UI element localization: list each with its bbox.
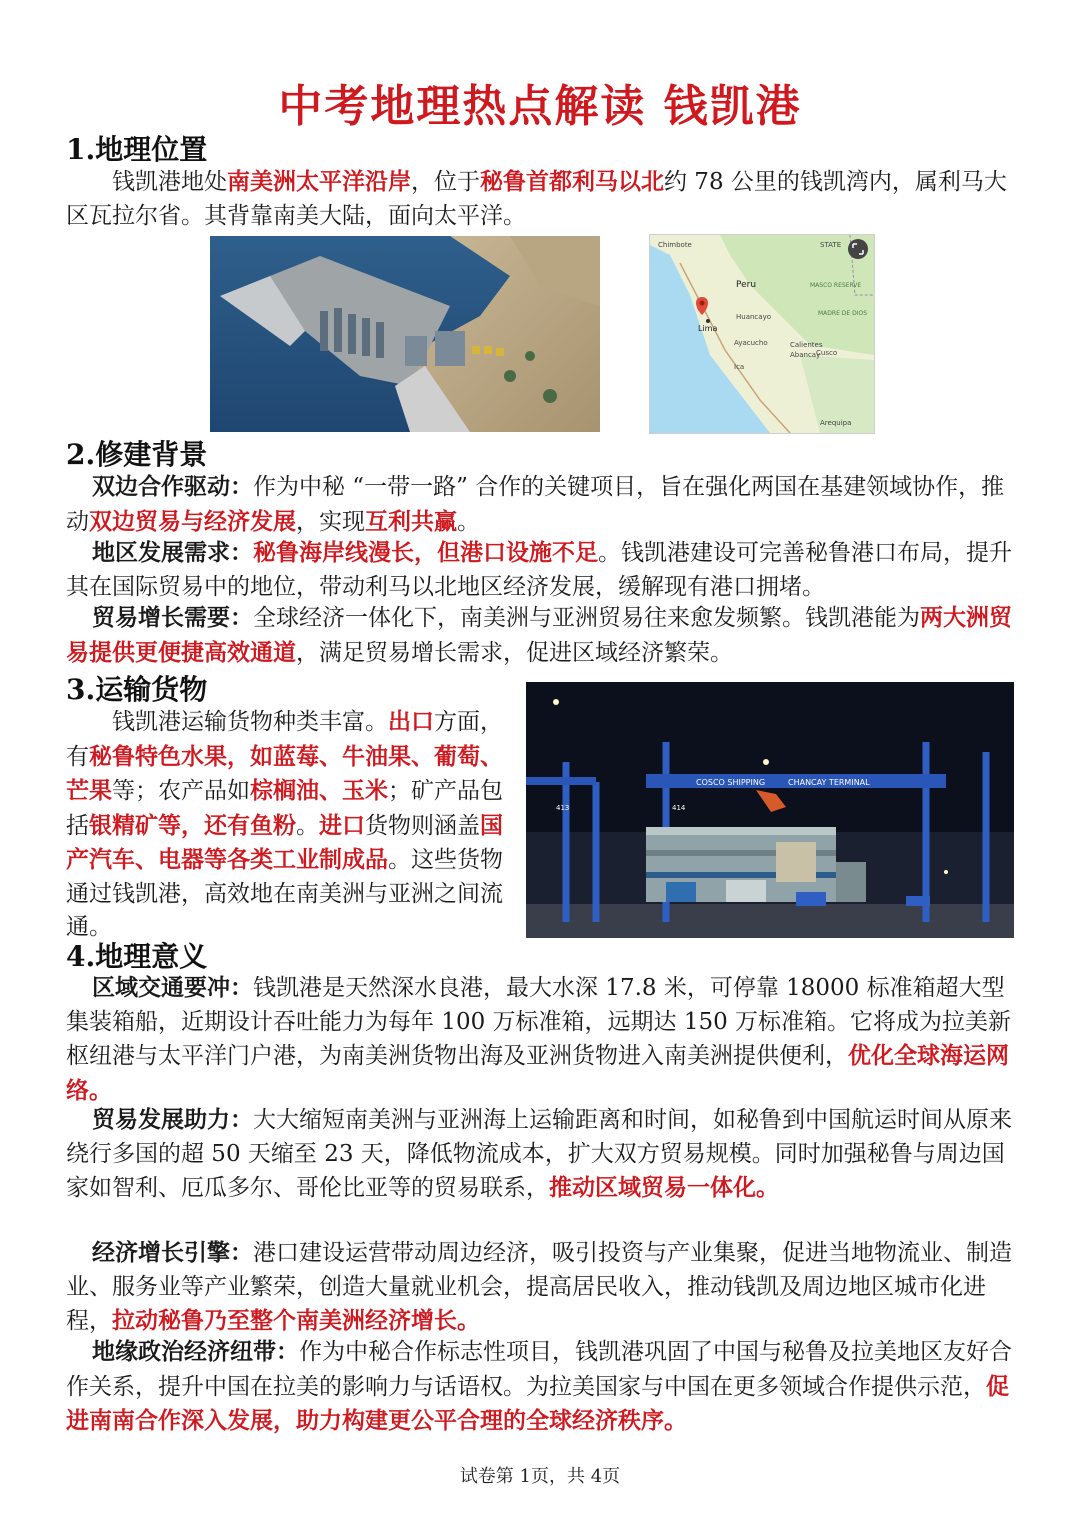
text-run: ，位于	[411, 169, 480, 195]
highlight: 促进南南合作深入发展，助力构建更公平合理的全球经济秩序。	[66, 1372, 1009, 1434]
highlight: 秘鲁特色水果，如蓝莓、牛油果、葡萄、芒果	[66, 742, 503, 804]
highlight: 出口	[388, 708, 434, 735]
section-4-paragraph-1	[66, 971, 1014, 1108]
highlight: 双边贸易与经济发展	[89, 507, 296, 535]
lead-term: 区域交通要冲：	[92, 974, 253, 1001]
text-run: ，满足贸易增长需求，促进区域经济繁荣。	[296, 639, 733, 666]
map-label: Ica	[734, 363, 745, 371]
highlight: 南美洲太平洋沿岸	[227, 168, 411, 195]
map-label: Calientes	[790, 341, 823, 349]
peru-map	[649, 234, 875, 434]
text-run: 钱凯港运输货物种类丰富。	[66, 709, 388, 735]
section-2-heading: 2.修建背景	[66, 438, 208, 471]
section-4-paragraph-3	[66, 1236, 1014, 1339]
text-run: 方面，有	[66, 709, 503, 770]
section-2-paragraph-3	[66, 601, 1014, 670]
text-run: 。钱凯港建设可完善秘鲁港口布局，提升其在国际贸易中的地位，带动利马以北地区经济发展，缓解现有港口拥堵。	[66, 540, 1012, 600]
map-label: STATE	[820, 241, 842, 249]
highlight: 秘鲁海岸线漫长，但港口设施不足	[253, 539, 598, 566]
highlight: 推动区域贸易一体化。	[549, 1174, 779, 1201]
lead-term: 双边合作驱动：	[92, 473, 253, 500]
section-1-heading: 1.地理位置	[66, 133, 208, 166]
highlight: 两大洲贸易提供更便捷高效通道	[66, 604, 1012, 666]
text-run: 货物则涵盖	[365, 812, 480, 839]
highlight: 银精矿等，还有鱼粉	[89, 811, 296, 839]
map-label: MADRE DE DIOS	[818, 310, 868, 317]
highlight: 棕榈油、玉米	[250, 777, 388, 804]
page-title: 中考地理热点解读 钱凯港	[278, 81, 802, 132]
photo-sign-text: 414	[672, 804, 686, 812]
text-run: 作为中秘 “一带一路” 合作的关键项目，旨在强化两国在基建领域协作，推动	[66, 474, 1005, 535]
text-run: 大大缩短南美洲与亚洲海上运输距离和时间，如秘鲁到中国航运时间从原来绕行多国的超 50 天缩至 23 天，降低物流成本，扩大双方贸易规模。同时加强秘鲁与周边国家如智利、厄瓜多尔、哥伦比亚等的贸易联系，	[66, 1107, 1012, 1201]
photo-sign-text: COSCO SHIPPING	[696, 778, 766, 787]
map-label: Peru	[736, 280, 757, 290]
text-run: 约 78 公里的钱凯湾内，属利马大区瓦拉尔省。其背靠南美大陆，面向太平洋。	[66, 169, 1007, 229]
section-3-paragraph	[66, 705, 506, 945]
lead-term: 地缘政治经济纽带：	[92, 1338, 299, 1365]
page-footer: 试卷第 1页，共 4页	[459, 1466, 621, 1487]
section-3-heading: 3.运输货物	[66, 673, 208, 706]
text-run: 等；农产品如	[112, 778, 250, 804]
section-4-heading: 4.地理意义	[66, 940, 208, 973]
highlight: 互利共赢	[365, 507, 457, 535]
map-label: Chimbote	[658, 241, 692, 249]
expand-icon[interactable]	[848, 239, 868, 259]
highlight: 优化全球海运网络。	[66, 1042, 1009, 1104]
section-2-paragraph-2	[66, 536, 1014, 604]
lead-term: 贸易增长需要：	[92, 604, 253, 631]
text-run: 。	[457, 508, 480, 535]
map-label: Arequipa	[820, 419, 852, 427]
lead-term: 经济增长引擎：	[92, 1239, 253, 1266]
map-label: Ayacucho	[734, 339, 768, 347]
text-run: ，实现	[296, 508, 365, 535]
text-run: 港口建设运营带动周边经济，吸引投资与产业集聚，促进当地物流业、制造业、服务业等产业繁荣，创造大量就业机会，提高居民收入，推动钱凯及周边地区城市化进程，	[66, 1240, 1012, 1334]
photo-sign-text: 413	[556, 804, 570, 812]
highlight: 国产汽车、电器等各类工业制成品	[66, 811, 503, 873]
section-2-paragraph-1	[66, 470, 1014, 539]
map-label: Cusco	[816, 349, 838, 357]
highlight: 拉动秘鲁乃至整个南美洲经济增长。	[112, 1307, 480, 1334]
section-4-paragraph-2	[66, 1103, 1014, 1206]
lead-term: 贸易发展助力：	[92, 1106, 253, 1133]
map-label: Huancayo	[736, 313, 771, 321]
container-terminal-photo	[526, 682, 1014, 938]
section-4-paragraph-4	[66, 1335, 1014, 1439]
text-run: 钱凯港是天然深水良港，最大水深 17.8 米，可停靠 18000 标准箱超大型集装箱船，近期设计吞吐能力为每年 100 万标准箱，远期达 150 万标准箱。它将成为拉美新枢纽港与太平洋门户港，为南美洲货物出海及亚洲货物进入南美洲提供便利，	[66, 975, 1012, 1069]
text-run: 作为中秘合作标志性项目，钱凯港巩固了中国与秘鲁及拉美地区友好合作关系，提升中国在拉美的影响力与话语权。为拉美国家与中国在更多领域合作提供示范，	[66, 1339, 1012, 1400]
map-label: MASCO RESERVE	[810, 282, 862, 289]
highlight: 秘鲁首都利马以北	[480, 168, 664, 195]
map-label: Abancay	[790, 351, 821, 359]
text-run: 。	[296, 812, 319, 839]
port-aerial-image	[210, 236, 600, 432]
text-run: ；矿产品包括	[66, 778, 503, 839]
text-run: 全球经济一体化下，南美洲与亚洲贸易往来愈发频繁。钱凯港能为	[253, 605, 920, 631]
section-1-paragraph	[66, 165, 1014, 233]
photo-sign-text: CHANCAY TERMINAL	[788, 778, 870, 787]
lead-term: 地区发展需求：	[92, 539, 253, 566]
map-label: Lima	[698, 324, 718, 333]
text-run: 。这些货物通过钱凯港，高效地在南美洲与亚洲之间流通。	[66, 847, 503, 940]
text-run: 钱凯港地处	[66, 169, 227, 195]
highlight: 进口	[319, 811, 365, 839]
